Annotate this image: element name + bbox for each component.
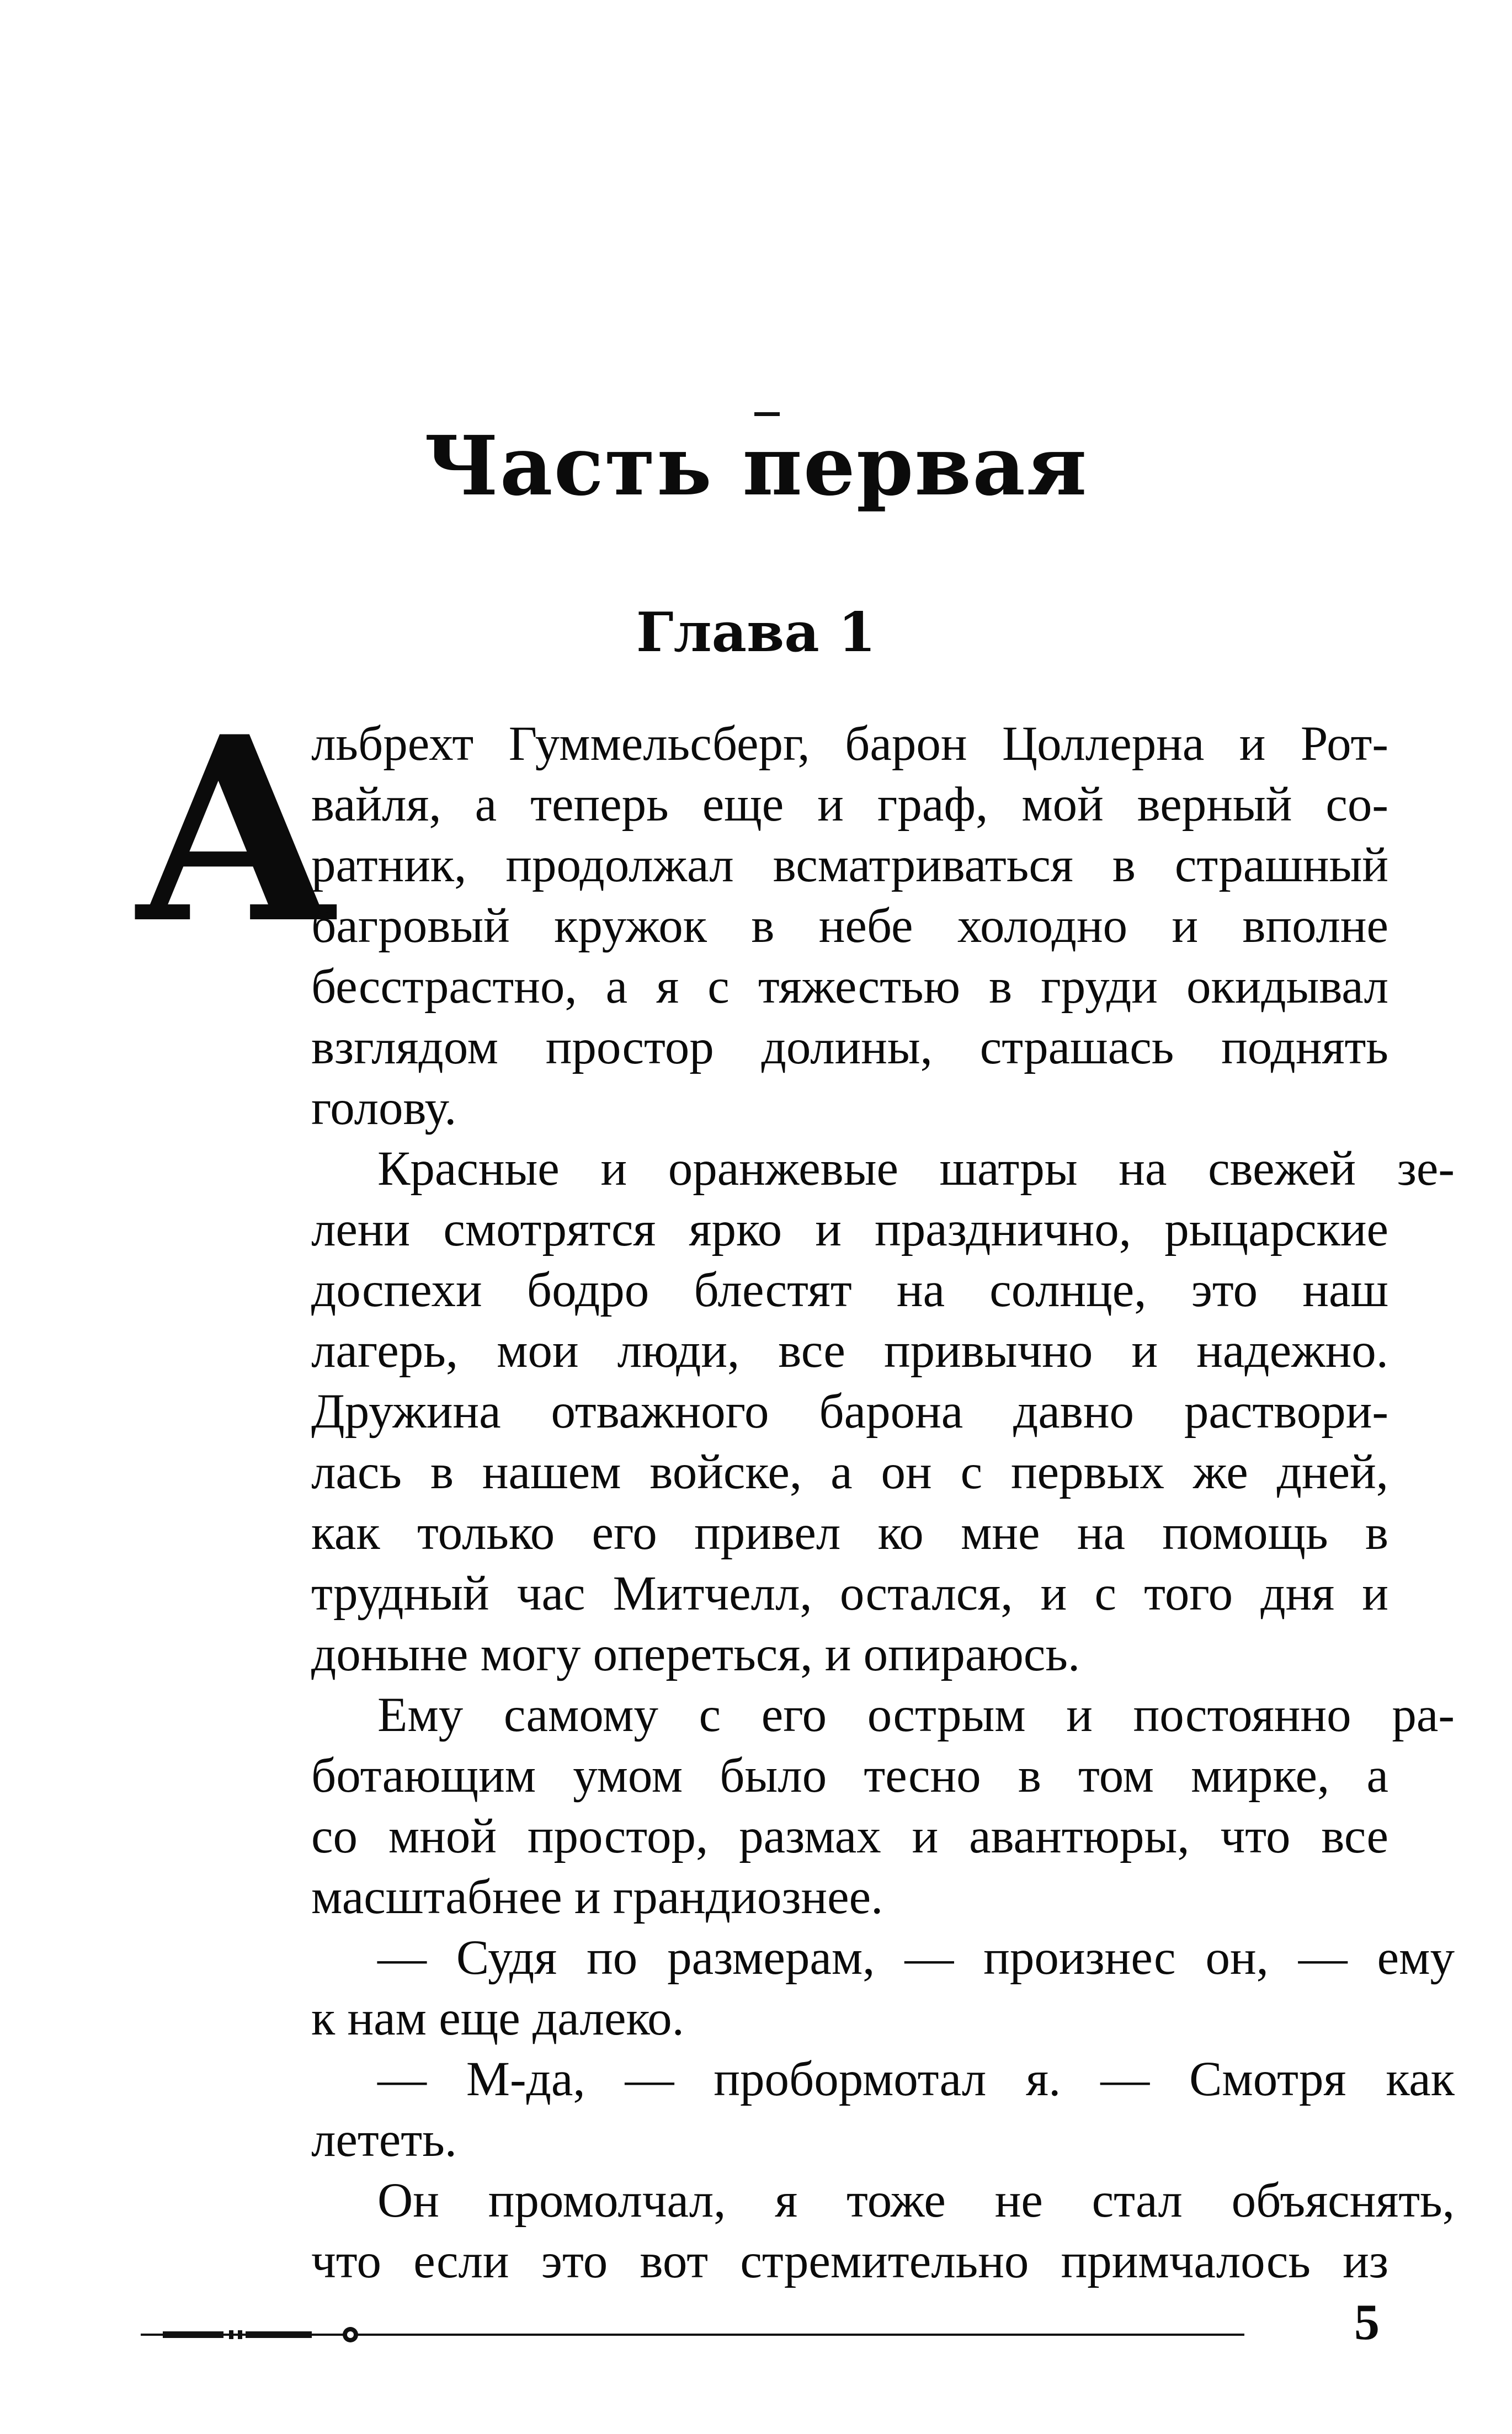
text-line: бесстрастно, а я с тяжестью в груди окидывал <box>311 960 1388 1014</box>
text-line: Красные и оранжевые шатры на свежей зе- <box>377 1142 1455 1196</box>
text-line: Ему самому с его острым и постоянно ра- <box>377 1688 1455 1742</box>
text-line: багровый кружок в небе холодно и вполне <box>311 899 1388 953</box>
part-title: Часть первая <box>424 418 1088 514</box>
body-text <box>311 713 1455 2292</box>
text-line: взглядом простор долины, страшась поднять <box>311 1020 1388 1074</box>
header-dash <box>754 412 780 416</box>
text-line: лась в нашем войске, а он с первых же дней, <box>311 1445 1388 1499</box>
chapter-title: Глава 1 <box>636 601 876 664</box>
text-line: доспехи бодро блестят на солнце, это наш <box>311 1263 1388 1317</box>
text-line: вайля, а теперь еще и граф, мой верный со- <box>311 777 1388 832</box>
text-line: голову. <box>311 1081 457 1135</box>
text-line: Он промолчал, я тоже не стал объяснять, <box>377 2174 1455 2228</box>
page-number: 5 <box>1354 2294 1380 2350</box>
text-line: масштабнее и грандиознее. <box>311 1870 883 1924</box>
text-line: трудный час Митчелл, остался, и с того дня и <box>311 1567 1388 1621</box>
text-line: лететь. <box>311 2113 457 2167</box>
drop-cap: А <box>132 681 339 979</box>
text-line: лагерь, мои люди, все привычно и надежно. <box>311 1324 1388 1378</box>
text-line: к нам еще далеко. <box>311 1991 684 2046</box>
text-line: со мной простор, размах и авантюры, что все <box>311 1809 1388 1863</box>
text-line: что если это вот стремительно примчалось из <box>311 2234 1388 2288</box>
footer-rule-ornament <box>141 2326 1244 2343</box>
text-line: ботающим умом было тесно в том мирке, а <box>311 1749 1388 1803</box>
text-line: как только его привел ко мне на помощь в <box>311 1506 1388 1560</box>
text-line: ратник, продолжал всматриваться в страшный <box>311 838 1388 892</box>
text-line: — М-да, — пробормотал я. — Смотря как <box>377 2052 1455 2106</box>
text-line: — Судя по размерам, — произнес он, — ему <box>377 1931 1455 1985</box>
text-line: лени смотрятся ярко и празднично, рыцарские <box>311 1202 1388 1256</box>
text-line: Дружина отважного барона давно раствори- <box>311 1384 1388 1439</box>
text-line: льбрехт Гуммельсберг, барон Цоллерна и Рот- <box>311 717 1388 771</box>
text-line: доныне могу опереться, и опираюсь. <box>311 1627 1080 1681</box>
